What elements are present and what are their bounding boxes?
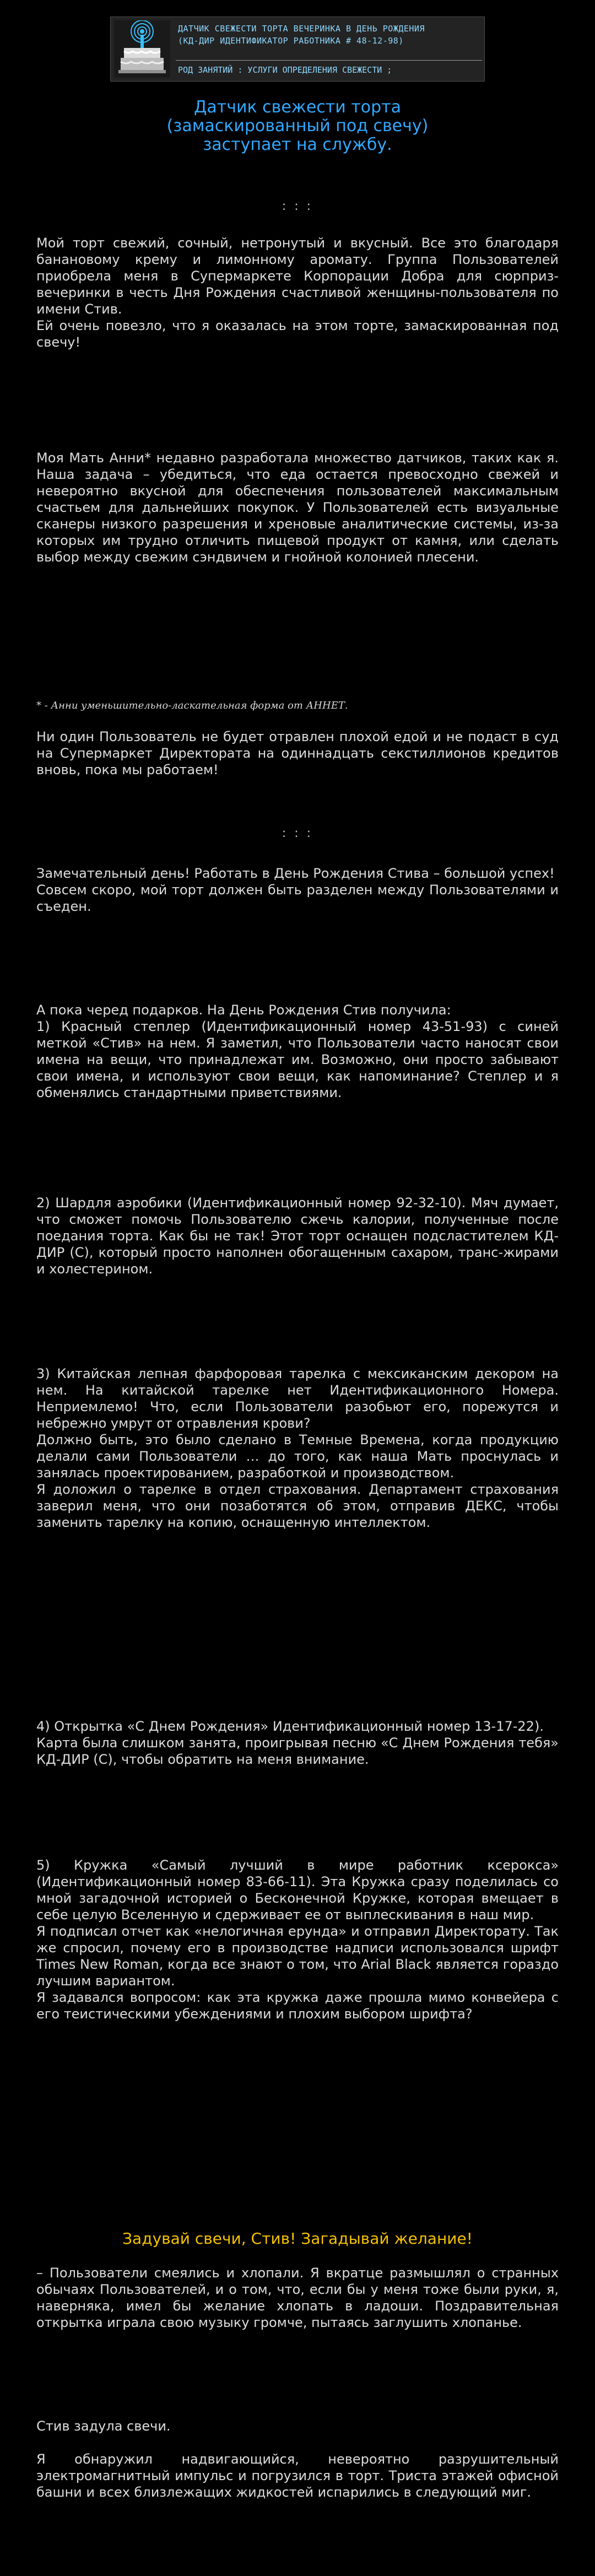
section-ending (36, 2451, 559, 2501)
paragraph: Я задавался вопросом: как эта кружка даже прошла мимо конвейера с его теистическими убеждениями и плохим выбором шрифта? (36, 1990, 559, 2022)
section-blow (36, 2418, 559, 2434)
paragraph: Я обнаружил надвигающийся, невероятно разрушительный электромагнитный импульс и погрузился в торт. Триста этажей офисной башни и всех близлежащих жидкостей испарились в следующий миг. (36, 2451, 559, 2500)
paragraph: – Пользователи смеялись и хлопали. Я вкратце размышлял о странных обычаях Пользователей, и о том, что, если бы у меня тоже были руки, я, наверняка, имел бы желание хлопать в ладоши. Поздравительная открытка играла свою музыку громче, пытаясь заглушить хлопанье. (36, 2265, 559, 2330)
section-gift-2 (36, 1195, 559, 1277)
gift-item: 3) Китайская лепная фарфоровая тарелка с мексиканским декором на нем. На китайской тарелке нет Идентификационного Номера. Неприемлемо! Что, если Пользователи разобьют его, порежутся и небрежно умрут от отравления крови? (36, 1366, 559, 1431)
paragraph: Стив задула свечи. (36, 2418, 171, 2434)
gift-item: 1) Красный степлер (Идентификационный номер 43-51-93) с синей меткой «Стив» на нем. Я заметил, что Пользователи часто наносят свои имена на вещи, что принадлежат им. Возможно, они просто забывают свои имена, и используют свои вещи, как напоминание? Степлер и я обменялись стандартными приветствиями. (36, 1019, 559, 1100)
section-mother (36, 450, 559, 565)
paragraph: Мой торт свежий, сочный, нетронутый и вкусный. Все это благодаря банановому крему и лимонному аромату. Группа Пользователей приобрела меня в Супермаркете Корпорации Добра для сюрприз-вечеринки в честь Дня Рождения счастливой женщины-пользователя по имени Стив. (36, 235, 559, 317)
paragraph: Замечательный день! Работать в День Рождения Стива – большой успех! (36, 866, 555, 881)
section-birthday (36, 865, 559, 915)
section-gift-5 (36, 1857, 559, 2022)
paragraph: А пока черед подарков. На День Рождения Стив получила: (36, 1002, 451, 1018)
header-banner (110, 17, 485, 82)
footnote: * - Анни уменьшительно-ласкательная форма от АННЕТ. (36, 700, 348, 711)
paragraph: Ни один Пользователь не будет отравлен плохой едой и не подаст в суд на Супермаркет Директората на одиннадцать секстиллионов кредитов вновь, пока мы работаем! (36, 729, 559, 777)
separator: : : : (282, 827, 313, 840)
section-candles (36, 2265, 559, 2331)
title-line1: Датчик свежести торта (193, 98, 402, 117)
paragraph: Я подписал отчет как «нелогичная ерунда» и отправил Директорату. Так же спросил, почему его в производстве надписи использовался шрифт Times New Roman, когда все знают о том, что Arial Black является гораздо лучшим вариантом. (36, 1924, 559, 1989)
header-line2: РОД ЗАНЯТИЙ : УСЛУГИ ОПРЕДЕЛЕНИЯ СВЕЖЕСТИ ; (178, 65, 392, 75)
section-intro (36, 235, 559, 350)
highlight-quote: Задувай свечи, Стив! Загадывай желание! (122, 2229, 473, 2248)
header-line1: ДАТЧИК СВЕЖЕСТИ ТОРТА ВЕЧЕРИНКА В ДЕНЬ РОЖДЕНИЯ (КД-ДИР ИДЕНТИФИКАТОР РАБОТНИКА # 48-12-98) (178, 24, 425, 46)
title-line3: заступает на службу. (203, 135, 392, 154)
cake-logo-icon (114, 20, 170, 78)
paragraph: Ей очень повезло, что я оказалась на этом торте, замаскированная под свечу! (36, 318, 559, 350)
separator: : : : (282, 199, 313, 213)
page-title (77, 98, 518, 154)
section-gift-4 (36, 1718, 559, 1768)
section-gifts (36, 1002, 559, 1101)
paragraph: Карта была слишком занята, проигрывая песню «С Днем Рождения тебя» КД-ДИР (С), чтобы обратить на меня внимание. (36, 1735, 559, 1767)
gift-item: 2) Шардля аэробики (Идентификационный номер 92-32-10). Мяч думает, что сможет помочь Пользователю сжечь калории, полученные после поедания торта. Как бы не так! Этот торт оснащен подсластителем КД-ДИР (С), который просто наполнен обогащенным сахаром, транс-жирами и холестерином. (36, 1195, 559, 1277)
paragraph: Я доложил о тарелке в отдел страхования. Департамент страхования заверил меня, что они позаботятся об этом, отправив ДЕКС, чтобы заменить тарелку на копию, оснащенную интеллектом. (36, 1482, 559, 1530)
section-users (36, 728, 559, 778)
paragraph: Должно быть, это было сделано в Темные Времена, когда продукцию делали сами Пользователи … до того, как наша Мать проснулась и занялась проектированием, разработкой и производством. (36, 1432, 559, 1481)
section-gift-3 (36, 1365, 559, 1531)
paragraph: Моя Мать Анни* недавно разработала множество датчиков, таких как я. Наша задача – убедиться, что еда остается превосходно свежей и невероятно вкусной для обеспечения пользователей максимальным счастьем для дальнейших покупок. У Пользователей есть визуальные сканеры низкого разрешения и хреновые аналитические системы, из-за которых им трудно отличить пищевой продукт от камня, или сделать выбор между свежим сэндвичем и гнойной колонией плесени. (36, 450, 559, 565)
gift-item: 5) Кружка «Самый лучший в мире работник ксерокса» (Идентификационный номер 83-66-11). Эта Кружка сразу поделилась со мной загадочной историей о Бесконечной Кружке, которая вмещает в себе целую Вселенную и сдерживает ее от выплескивания в наш мир. (36, 1857, 559, 1922)
header-divider (176, 60, 482, 61)
gift-item: 4) Открытка «С Днем Рождения» Идентификационный номер 13-17-22). (36, 1719, 544, 1734)
paragraph: Совсем скоро, мой торт должен быть разделен между Пользователями и съеден. (36, 882, 559, 914)
title-line2: (замаскированный под свечу) (166, 116, 429, 136)
